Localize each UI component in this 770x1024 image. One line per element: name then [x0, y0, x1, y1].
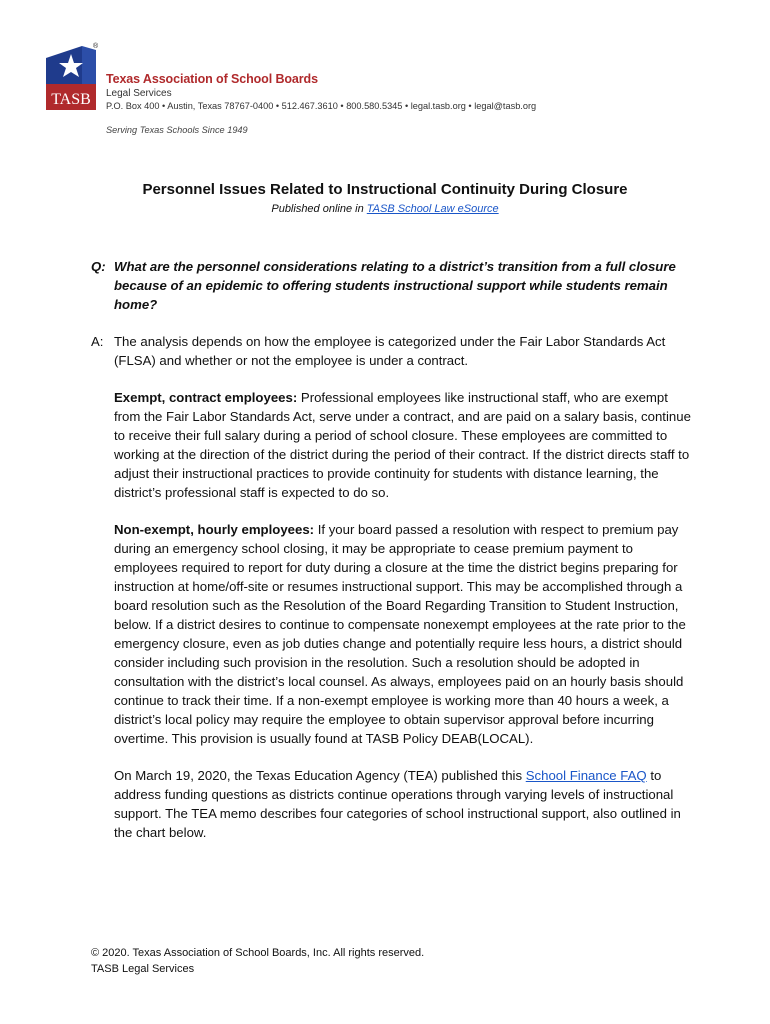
document-title: Personnel Issues Related to Instructional Continuity During Closure [142, 181, 628, 198]
nonexempt-heading: Non-exempt, hourly employees: [114, 522, 315, 537]
org-tagline: Serving Texas Schools Since 1949 [106, 125, 248, 135]
exempt-heading: Exempt, contract employees: [114, 390, 298, 405]
nonexempt-text: If your board passed a resolution with respect to premium pay during an emergency school closing, it may be appropriate to cease premium payment to employees required to report for duty during a closure at the time the district begins preparing for instruction at home/off-site or resumes instructional support. This may be accomplished through a board resolution such as the Resolution of the Board Regarding Transition to Student Instruction, below. If a district desires to continue to compensate nonexempt employees at the rate prior to the emergency closure, even as job duties change and potentially require less hours, a district should consider including such provision in the resolution. Such a resolution should be adopted in consultation with the district’s local counsel. As always, employees paid on an hourly basis should continue to track their time. If a non-exempt employee is working more than 40 hours a week, a district’s local policy may require the employee to obtain supervisor approval before incurring overtime. This provision is usually found at TASB Policy DEAB(LOCAL). [114, 522, 686, 746]
org-department: Legal Services [106, 88, 172, 99]
question-mark-label: Q: [91, 259, 106, 274]
exempt-text: Professional employees like instructional staff, who are exempt from the Fair Labor Standards Act, serve under a contract, and are paid on a salary basis, continue to receive their full salary during a period of school closure. These employees are committed to working at the direction of the district during the period of their contract. If the district directs staff to adjust their instructional practices to provide continuity for students with distance learning, the district’s professional staff is expected to do so. [114, 390, 691, 500]
page-footer [91, 945, 424, 977]
answer-intro: The analysis depends on how the employee is categorized under the Fair Labor Standards Act (FLSA) and whether or not the employee is under a contract. [114, 334, 666, 368]
school-finance-faq-link[interactable]: School Finance FAQ [525, 768, 647, 783]
question-text: What are the personnel considerations relating to a district’s transition from a full closure because of an epidemic to offering students instructional support while students remain home? [114, 259, 676, 312]
nonexempt-paragraph [114, 520, 691, 748]
published-line [0, 203, 770, 215]
esource-link[interactable]: TASB School Law eSource [366, 203, 499, 215]
org-address: P.O. Box 400 • Austin, Texas 78767-0400 • 512.467.3610 • 800.580.5345 • legal.tasb.org • legal@tasb.org [106, 101, 537, 111]
footer-department: TASB Legal Services [91, 963, 195, 975]
tea-paragraph [114, 766, 691, 842]
tea-text-after: to address funding questions as districts continue operations through varying levels of instructional support. The TEA memo describes four categories of school instructional support, also outlined in the chart below. [114, 768, 681, 840]
answer-block [91, 332, 691, 860]
footer-copyright: © 2020. Texas Association of School Boards, Inc. All rights reserved. [91, 947, 425, 959]
org-header [106, 72, 536, 111]
exempt-paragraph [114, 388, 691, 502]
registered-mark: ® [93, 43, 99, 50]
answer-mark-label: A: [91, 334, 104, 349]
logo-text: TASB [51, 91, 91, 108]
published-prefix: Published online in [271, 203, 367, 215]
tasb-logo [44, 44, 98, 114]
question-block [91, 257, 691, 314]
org-name: Texas Association of School Boards [106, 72, 318, 86]
tea-text-before: On March 19, 2020, the Texas Education Agency (TEA) published this [114, 768, 526, 783]
